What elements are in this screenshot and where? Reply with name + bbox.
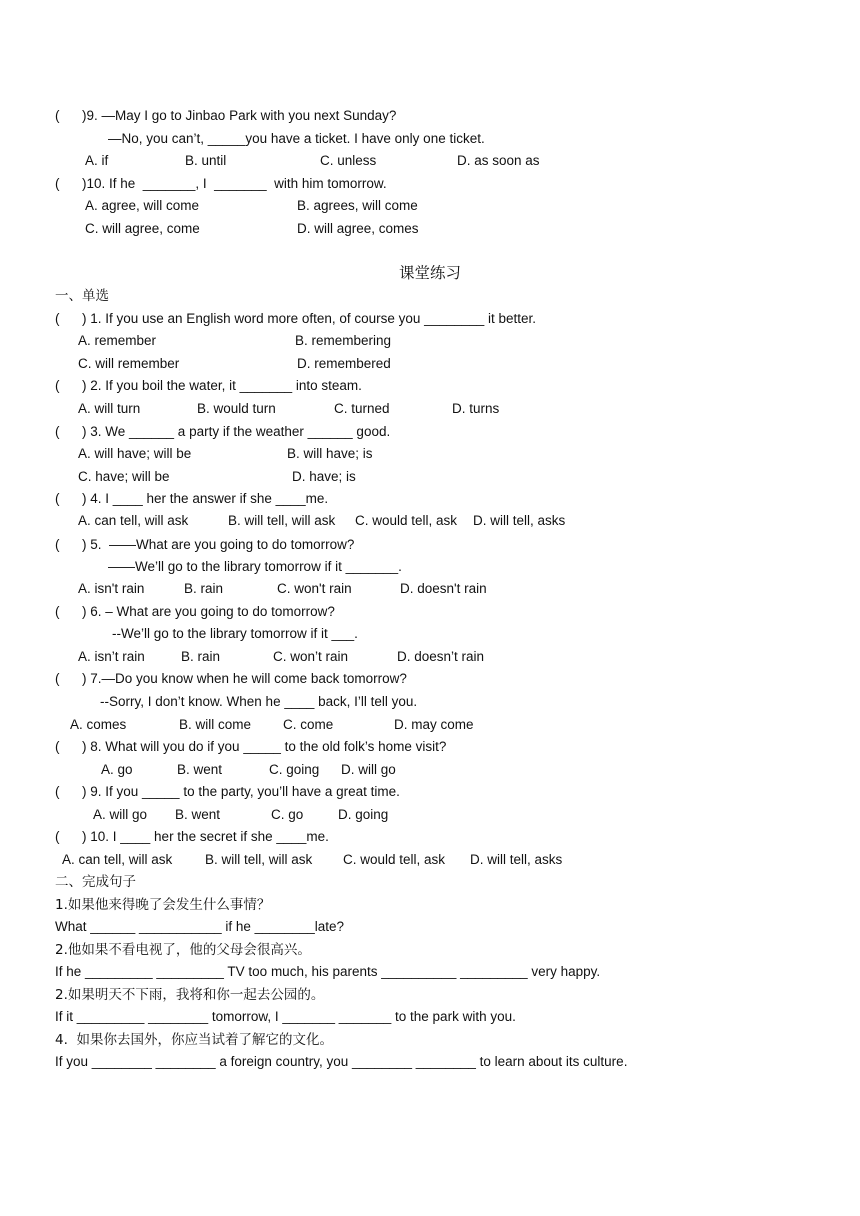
option: C. won't rain [277, 581, 352, 596]
option: B. will tell, will ask [205, 852, 313, 867]
option: B. will have; is [287, 446, 373, 461]
option: D. will tell, asks [473, 513, 566, 528]
question-stem: ( ) 1. If you use an English word more often, of course you ________ it better. [55, 311, 537, 326]
option: C. won’t rain [273, 649, 349, 664]
option: C. unless [320, 153, 377, 168]
question-stem: ( ) 8. What will you do if you _____ to the old folk’s home visit? [55, 739, 447, 754]
option: B. will come [179, 717, 252, 732]
option: C. turned [334, 401, 390, 416]
option: B. agrees, will come [297, 198, 418, 213]
question-stem: ( ) 10. I ____ her the secret if she ____me. [55, 829, 329, 844]
option: D. turns [452, 401, 500, 416]
question-stem: ( ) 6. – What are you going to do tomorrow? [55, 604, 335, 619]
question-stem: ( )9. —May I go to Jinbao Park with you next Sunday? [55, 108, 397, 123]
option: C. have; will be [78, 469, 170, 484]
option: A. can tell, will ask [62, 852, 173, 867]
option: A. isn't rain [78, 581, 145, 596]
option: C. will remember [78, 356, 180, 371]
option: A. if [85, 153, 109, 168]
question-stem: ( ) 3. We ______ a party if the weather ______ good. [55, 424, 391, 439]
option: A. will have; will be [78, 446, 192, 461]
option: D. may come [394, 717, 474, 732]
question-stem: ( ) 7.—Do you know when he will come back tomorrow? [55, 671, 407, 686]
option: C. go [271, 807, 304, 822]
option: B. will tell, will ask [228, 513, 336, 528]
fill-in-sentence: What ______ ___________ if he ________late? [55, 919, 345, 934]
question-line: ——We’ll go to the library tomorrow if it _______. [108, 559, 402, 574]
page-title: 课堂练习 [398, 264, 461, 282]
option: B. went [175, 807, 221, 822]
option: D. remembered [297, 356, 391, 371]
question-line: --We’ll go to the library tomorrow if it ___. [112, 626, 358, 641]
option: A. can tell, will ask [78, 513, 189, 528]
fill-in-sentence: If you ________ ________ a foreign country, you ________ ________ to learn about its culture. [55, 1054, 628, 1069]
option: D. will tell, asks [470, 852, 563, 867]
option: C. come [283, 717, 334, 732]
option: A. agree, will come [85, 198, 200, 213]
option: C. will agree, come [85, 221, 200, 236]
option: B. rain [184, 581, 224, 596]
chinese-prompt: 1.如果他来得晚了会发生什么事情？ [55, 897, 271, 913]
option: C. would tell, ask [343, 852, 446, 867]
section-heading: 一、单选 [55, 288, 109, 304]
option: A. will go [93, 807, 148, 822]
option: B. until [185, 153, 227, 168]
question-stem: ( )10. If he _______, I _______ with him tomorrow. [55, 176, 387, 191]
option: D. going [338, 807, 389, 822]
question-stem: ( ) 4. I ____ her the answer if she ____me. [55, 491, 329, 506]
option: B. rain [181, 649, 221, 664]
option: A. remember [78, 333, 157, 348]
option: B. went [177, 762, 223, 777]
question-stem: ( ) 5. ——What are you going to do tomorrow? [55, 537, 355, 552]
option: B. remembering [295, 333, 392, 348]
option: D. will go [341, 762, 396, 777]
option: C. would tell, ask [355, 513, 458, 528]
fill-in-sentence: If it _________ ________ tomorrow, I _______ _______ to the park with you. [55, 1009, 516, 1024]
fill-in-sentence: If he _________ _________ TV too much, his parents __________ _________ very happy. [55, 964, 601, 979]
section-heading: 二、完成句子 [55, 874, 136, 890]
option: A. comes [70, 717, 127, 732]
option: D. have; is [292, 469, 356, 484]
option: C. going [269, 762, 320, 777]
option: D. as soon as [457, 153, 540, 168]
option: A. will turn [78, 401, 141, 416]
question-line: --Sorry, I don’t know. When he ____ back, I’ll tell you. [100, 694, 418, 709]
chinese-prompt: 4. 如果你去国外，你应当试着了解它的文化。 [55, 1032, 333, 1048]
question-stem: ( ) 9. If you _____ to the party, you’ll have a great time. [55, 784, 400, 799]
option: A. isn’t rain [78, 649, 145, 664]
option: D. will agree, comes [297, 221, 419, 236]
chinese-prompt: 2.如果明天不下雨，我将和你一起去公园的。 [55, 987, 325, 1003]
question-stem: ( ) 2. If you boil the water, it _______ into steam. [55, 378, 362, 393]
option: B. would turn [197, 401, 276, 416]
option: A. go [101, 762, 133, 777]
chinese-prompt: 2.他如果不看电视了，他的父母会很高兴。 [55, 942, 311, 958]
question-line: —No, you can’t, _____you have a ticket. I have only one ticket. [108, 131, 485, 146]
option: D. doesn't rain [400, 581, 487, 596]
option: D. doesn’t rain [397, 649, 485, 664]
